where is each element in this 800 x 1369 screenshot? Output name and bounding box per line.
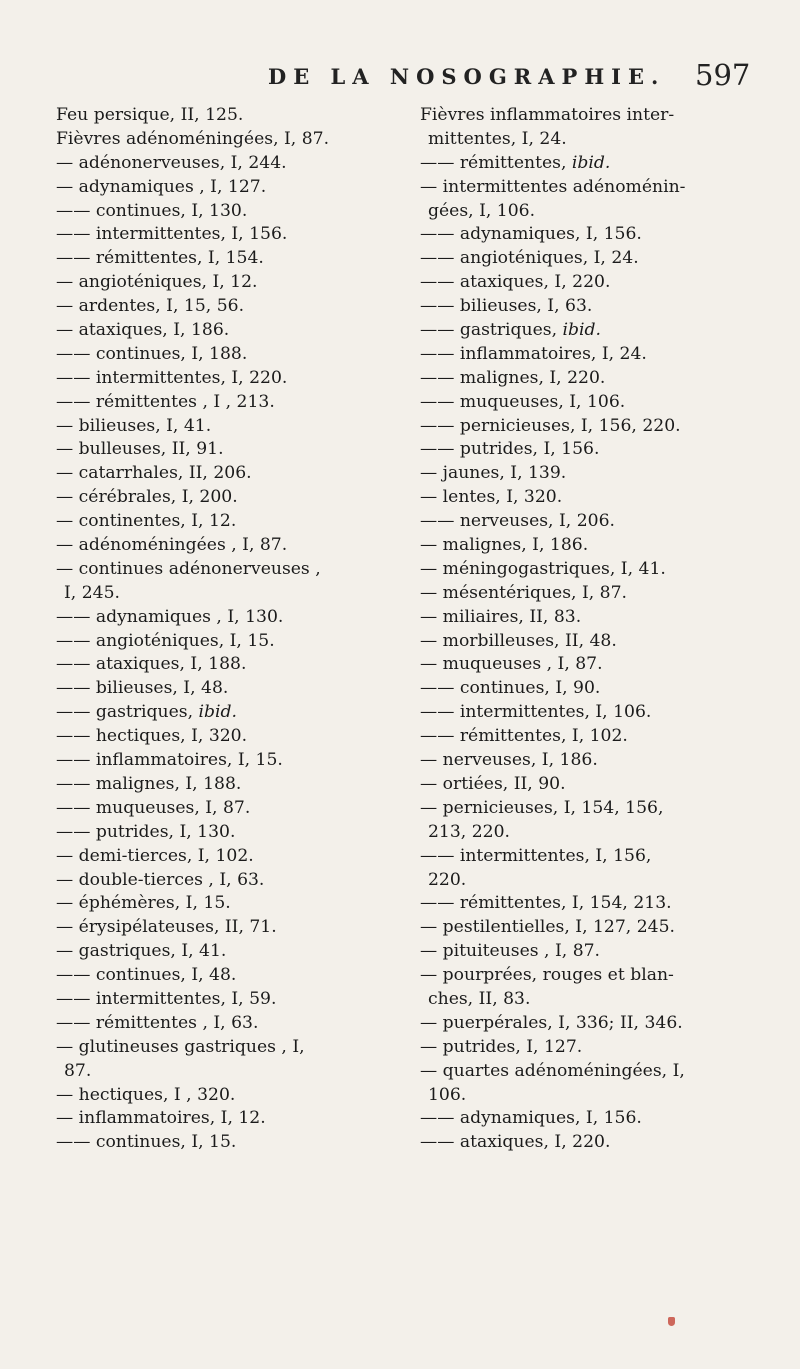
index-entry-text: —— rémittentes , I, 63. bbox=[56, 1012, 259, 1033]
index-entry-text: — pestilentielles, I, 127, 245. bbox=[420, 917, 675, 938]
index-entry-text: —— continues, I, 90. bbox=[420, 678, 601, 699]
index-entry bbox=[56, 200, 404, 224]
index-entry-text: — mésentériques, I, 87. bbox=[420, 582, 628, 603]
index-entry-text: — jaunes, I, 139. bbox=[420, 463, 567, 484]
index-entry-text: —— rémittentes, bbox=[420, 152, 572, 173]
index-entry bbox=[56, 343, 404, 367]
index-entry-text: —— adynamiques, I, 156. bbox=[420, 1108, 642, 1129]
index-entry bbox=[420, 845, 792, 869]
index-entry-text: — bilieuses, I, 41. bbox=[56, 415, 212, 436]
index-entry-text: —— pernicieuses, I, 156, 220. bbox=[420, 415, 681, 436]
index-entry-text: Fièvres adénoméningées, I, 87. bbox=[56, 128, 330, 149]
index-entry bbox=[56, 916, 404, 940]
index-entry bbox=[56, 510, 404, 534]
index-entry bbox=[420, 821, 792, 845]
index-entry bbox=[56, 176, 404, 200]
index-entry bbox=[56, 677, 404, 701]
index-entry-text: mittentes, I, 24. bbox=[428, 128, 567, 149]
index-entry-text: I, 245. bbox=[64, 582, 120, 603]
index-entry bbox=[420, 534, 792, 558]
index-entry bbox=[56, 104, 404, 128]
index-entry-text: —— inflammatoires, I, 24. bbox=[420, 343, 647, 364]
index-entry bbox=[420, 319, 792, 343]
index-entry-text: —— hectiques, I, 320. bbox=[56, 726, 248, 747]
index-entry bbox=[56, 797, 404, 821]
index-entry-text: —— inflammatoires, I, 15. bbox=[56, 750, 283, 771]
index-entry bbox=[420, 725, 792, 749]
index-entry bbox=[56, 1036, 404, 1060]
index-entry-text: Fièvres inflammatoires inter- bbox=[420, 105, 675, 125]
index-entry bbox=[56, 152, 404, 176]
index-entry bbox=[56, 892, 404, 916]
index-entry bbox=[420, 988, 792, 1012]
index-entry-text: —— muqueuses, I, 106. bbox=[420, 391, 626, 412]
index-entry-text: —— intermittentes, I, 156, bbox=[420, 845, 652, 866]
index-entry-text: —— muqueuses, I, 87. bbox=[56, 797, 251, 818]
index-entry bbox=[56, 606, 404, 630]
index-entry-italic: ibid. bbox=[571, 152, 611, 173]
index-entry bbox=[420, 438, 792, 462]
index-entry bbox=[420, 128, 792, 152]
index-entry-text: — adénonerveuses, I, 244. bbox=[56, 152, 287, 173]
index-entry-text: — ardentes, I, 15, 56. bbox=[56, 296, 245, 317]
index-entry bbox=[56, 223, 404, 247]
index-entry bbox=[56, 319, 404, 343]
index-entry bbox=[56, 845, 404, 869]
index-entry-text: —— ataxiques, I, 220. bbox=[420, 272, 611, 293]
index-entry-text: — inflammatoires, I, 12. bbox=[56, 1108, 266, 1129]
index-entry-text: Feu persique, II, 125. bbox=[56, 105, 244, 125]
index-entry-text: gées, I, 106. bbox=[428, 200, 536, 221]
index-entry bbox=[420, 558, 792, 582]
index-entry-text: — ortiées, II, 90. bbox=[420, 773, 566, 794]
index-entry bbox=[56, 749, 404, 773]
index-entry bbox=[56, 1131, 404, 1155]
index-entry bbox=[56, 271, 404, 295]
index-entry-text: —— rémittentes, I, 154. bbox=[56, 248, 264, 269]
index-entry-text: —— putrides, I, 156. bbox=[420, 439, 600, 460]
index-entry bbox=[420, 367, 792, 391]
index-entry-text: — quartes adénoméningées, I, bbox=[420, 1060, 685, 1081]
index-entry-text: —— ataxiques, I, 220. bbox=[420, 1132, 611, 1153]
index-entry-text: —— bilieuses, I, 63. bbox=[420, 296, 593, 317]
index-entry bbox=[56, 367, 404, 391]
index-entry bbox=[56, 1107, 404, 1131]
index-entry bbox=[56, 964, 404, 988]
index-entry-text: —— intermittentes, I, 220. bbox=[56, 367, 288, 388]
index-entry bbox=[420, 1060, 792, 1084]
index-entry bbox=[56, 128, 404, 152]
index-entry-text: —— putrides, I, 130. bbox=[56, 821, 236, 842]
index-entry-text: — érysipélateuses, II, 71. bbox=[56, 917, 277, 938]
index-entry-text: — cérébrales, I, 200. bbox=[56, 487, 238, 508]
index-entry bbox=[420, 152, 792, 176]
index-entry-text: —— gastriques, bbox=[56, 702, 199, 723]
running-head bbox=[0, 58, 800, 98]
index-entry bbox=[56, 869, 404, 893]
index-entry-text: — demi-tierces, I, 102. bbox=[56, 845, 254, 866]
index-entry-text: — éphémères, I, 15. bbox=[56, 893, 231, 914]
index-entry-text: —— adynamiques, I, 156. bbox=[420, 224, 642, 245]
index-entry-text: — angioténiques, I, 12. bbox=[56, 272, 258, 293]
index-entry bbox=[420, 391, 792, 415]
index-entry-text: — lentes, I, 320. bbox=[420, 487, 563, 508]
index-entry bbox=[420, 630, 792, 654]
index-entry bbox=[56, 391, 404, 415]
index-entry bbox=[420, 462, 792, 486]
index-entry-text: — pituiteuses , I, 87. bbox=[420, 941, 601, 962]
index-entry bbox=[56, 701, 404, 725]
index-entry bbox=[420, 892, 792, 916]
index-entry-text: — adynamiques , I, 127. bbox=[56, 176, 267, 197]
ink-mark bbox=[668, 1317, 675, 1326]
index-entry-text: — continentes, I, 12. bbox=[56, 511, 237, 532]
index-entry bbox=[420, 749, 792, 773]
index-entry-text: — puerpérales, I, 336; II, 346. bbox=[420, 1012, 683, 1033]
index-entry-text: — morbilleuses, II, 48. bbox=[420, 630, 617, 651]
index-entry-text: —— continues, I, 15. bbox=[56, 1132, 237, 1153]
index-entry-text: —— intermittentes, I, 106. bbox=[420, 702, 652, 723]
index-entry-text: — méningogastriques, I, 41. bbox=[420, 558, 666, 579]
index-entry bbox=[56, 247, 404, 271]
index-entry-text: — hectiques, I , 320. bbox=[56, 1084, 236, 1105]
index-entry-text: —— malignes, I, 220. bbox=[420, 367, 606, 388]
index-entry bbox=[420, 582, 792, 606]
index-entry bbox=[56, 462, 404, 486]
index-entry bbox=[420, 223, 792, 247]
index-entry bbox=[56, 988, 404, 1012]
running-title: DE LA NOSOGRAPHIE. bbox=[268, 64, 666, 89]
index-entry-text: —— nerveuses, I, 206. bbox=[420, 511, 615, 532]
index-entry-text: — ataxiques, I, 186. bbox=[56, 320, 230, 341]
index-entry bbox=[420, 247, 792, 271]
index-entry bbox=[420, 200, 792, 224]
index-column-left bbox=[56, 104, 404, 1155]
index-entry bbox=[420, 295, 792, 319]
index-entry bbox=[420, 486, 792, 510]
index-entry-italic: ibid. bbox=[198, 702, 237, 723]
index-entry bbox=[420, 176, 792, 200]
index-entry-text: 106. bbox=[428, 1084, 467, 1105]
index-entry-text: —— malignes, I, 188. bbox=[56, 773, 242, 794]
index-entry-text: —— angioténiques, I, 15. bbox=[56, 630, 275, 651]
index-entry bbox=[420, 1012, 792, 1036]
index-entry-text: —— rémittentes, I, 102. bbox=[420, 726, 628, 747]
index-entry-text: —— bilieuses, I, 48. bbox=[56, 678, 229, 699]
index-entry-text: —— continues, I, 130. bbox=[56, 200, 248, 221]
index-entry bbox=[420, 1084, 792, 1108]
index-entry-text: — malignes, I, 186. bbox=[420, 535, 589, 556]
index-entry-text: — continues adénonerveuses , bbox=[56, 558, 321, 579]
index-entry bbox=[420, 653, 792, 677]
index-entry bbox=[420, 510, 792, 534]
index-entry bbox=[56, 940, 404, 964]
index-entry-text: — pourprées, rouges et blan- bbox=[420, 965, 674, 986]
index-entry bbox=[420, 677, 792, 701]
index-entry-text: — bulleuses, II, 91. bbox=[56, 439, 224, 460]
index-entry-text: — double-tierces , I, 63. bbox=[56, 869, 265, 890]
index-entry bbox=[420, 797, 792, 821]
index-entry-text: — miliaires, II, 83. bbox=[420, 606, 582, 627]
index-entry-text: —— intermittentes, I, 156. bbox=[56, 224, 288, 245]
index-entry-text: — gastriques, I, 41. bbox=[56, 941, 227, 962]
index-entry bbox=[56, 486, 404, 510]
index-entry-text: —— continues, I, 48. bbox=[56, 965, 237, 986]
index-entry-text: —— intermittentes, I, 59. bbox=[56, 988, 277, 1009]
index-column-right bbox=[420, 104, 792, 1155]
index-entry-text: 220. bbox=[428, 869, 467, 890]
index-entry bbox=[420, 701, 792, 725]
index-entry bbox=[56, 558, 404, 582]
index-entry bbox=[420, 940, 792, 964]
index-entry bbox=[56, 582, 404, 606]
page-number: 597 bbox=[695, 58, 751, 92]
index-entry bbox=[420, 869, 792, 893]
index-entry bbox=[56, 821, 404, 845]
index-entry bbox=[420, 271, 792, 295]
index-entry-text: ches, II, 83. bbox=[428, 988, 531, 1009]
index-entry-text: —— rémittentes, I, 154, 213. bbox=[420, 893, 672, 914]
index-entry bbox=[56, 295, 404, 319]
index-entry bbox=[420, 415, 792, 439]
index-entry bbox=[420, 964, 792, 988]
index-entry bbox=[56, 653, 404, 677]
index-entry-text: — glutineuses gastriques , I, bbox=[56, 1036, 305, 1057]
index-entry-italic: ibid. bbox=[562, 320, 601, 341]
index-entry-text: —— ataxiques, I, 188. bbox=[56, 654, 247, 675]
index-entry bbox=[420, 343, 792, 367]
index-entry-text: — intermittentes adénoménin- bbox=[420, 176, 686, 197]
index-entry bbox=[56, 1012, 404, 1036]
index-entry bbox=[56, 534, 404, 558]
index-entry-text: —— rémittentes , I , 213. bbox=[56, 391, 275, 412]
index-entry-text: —— angioténiques, I, 24. bbox=[420, 248, 639, 269]
index-entry bbox=[420, 104, 792, 128]
index-entry-text: — adénoméningées , I, 87. bbox=[56, 535, 288, 556]
index-entry bbox=[420, 1131, 792, 1155]
index-entry-text: — nerveuses, I, 186. bbox=[420, 750, 598, 771]
index-entry bbox=[420, 1036, 792, 1060]
index-entry-text: 87. bbox=[64, 1060, 92, 1081]
index-entry-text: — pernicieuses, I, 154, 156, bbox=[420, 797, 664, 818]
index-entry bbox=[56, 415, 404, 439]
index-entry bbox=[420, 773, 792, 797]
index-entry bbox=[56, 1060, 404, 1084]
index-entry bbox=[56, 630, 404, 654]
index-entry bbox=[56, 1084, 404, 1108]
index-entry-text: — muqueuses , I, 87. bbox=[420, 654, 603, 675]
index-entry-text: 213, 220. bbox=[428, 821, 511, 842]
index-entry bbox=[420, 606, 792, 630]
index-entry bbox=[56, 725, 404, 749]
index-entry-text: —— continues, I, 188. bbox=[56, 343, 248, 364]
index-entry-text: — catarrhales, II, 206. bbox=[56, 463, 252, 484]
index-entry bbox=[56, 773, 404, 797]
index-entry bbox=[420, 916, 792, 940]
index-entry-text: — putrides, I, 127. bbox=[420, 1036, 583, 1057]
index-entry-text: —— gastriques, bbox=[420, 320, 563, 341]
index-entry bbox=[56, 438, 404, 462]
index-entry-text: —— adynamiques , I, 130. bbox=[56, 606, 284, 627]
index-entry bbox=[420, 1107, 792, 1131]
